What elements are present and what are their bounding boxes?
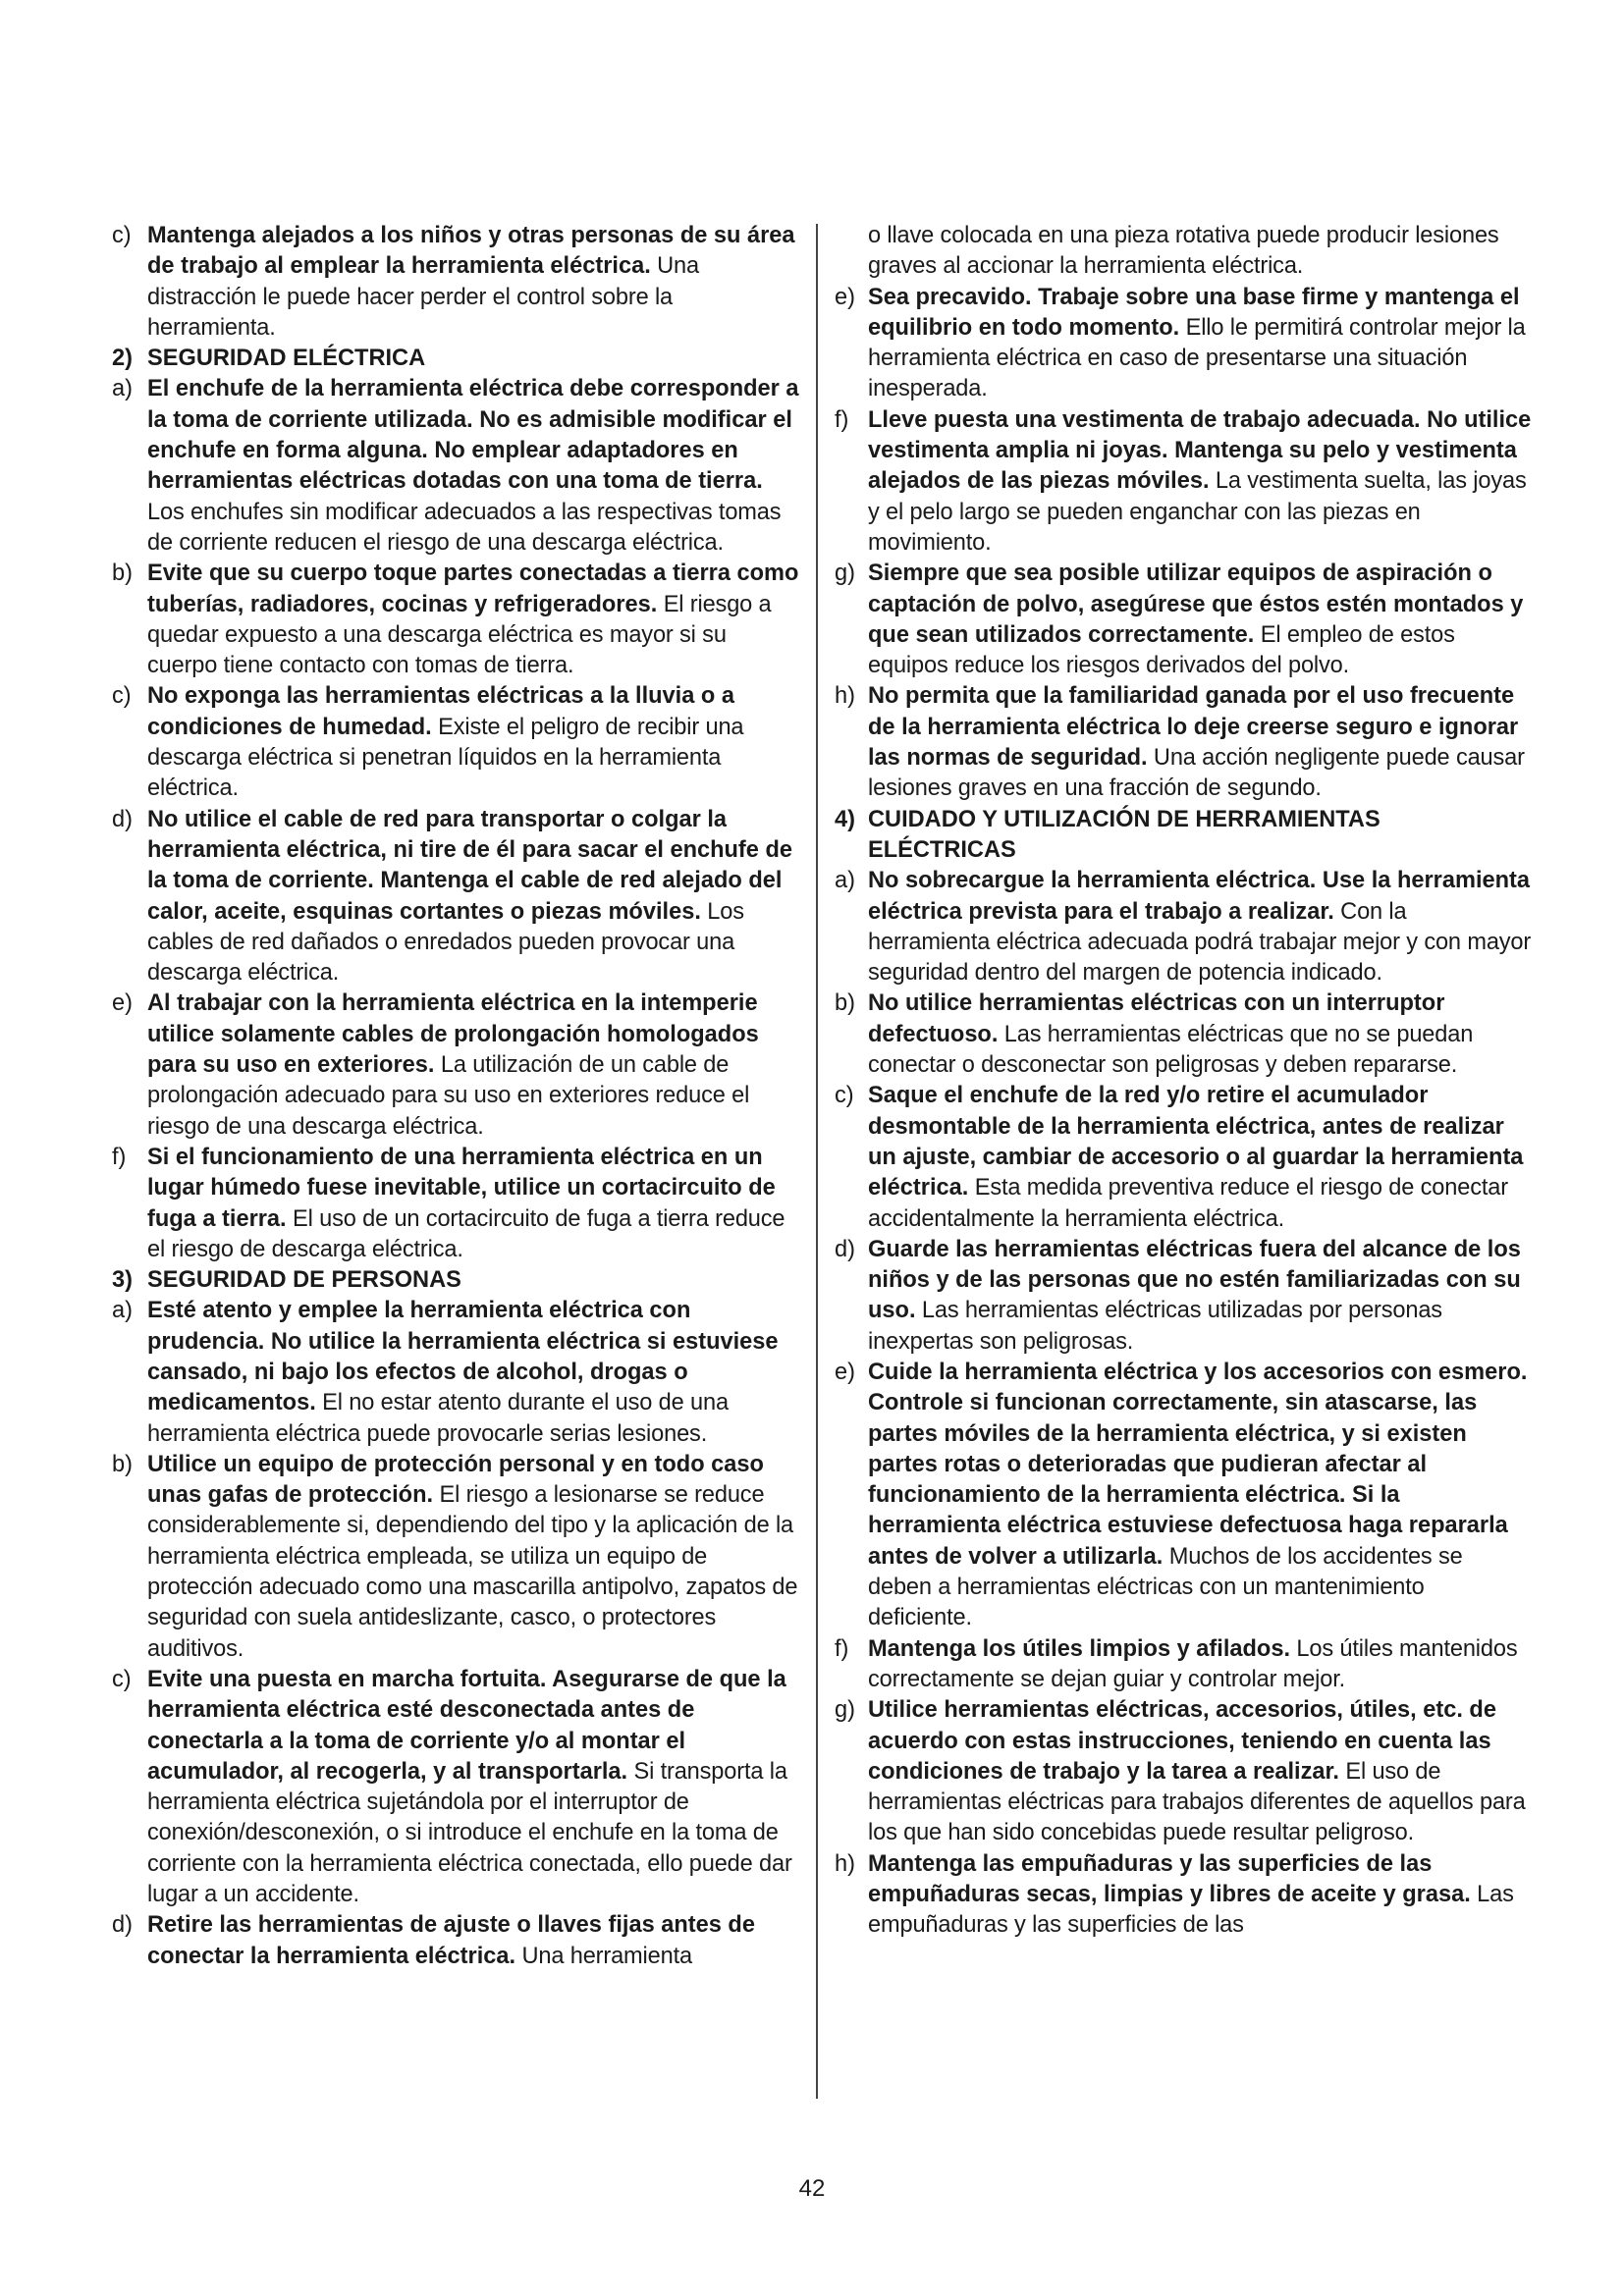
- list-item: [835, 1235, 1532, 1358]
- item-bold-text: Utilice un equipo de protección personal y en todo caso unas gafas de protección.: [147, 1451, 764, 1509]
- item-marker: f): [835, 1635, 849, 1662]
- item-bold-text: Saque el enchufe de la red y/o retire el acumulador desmontable de la herramienta eléctrica, antes de realizar un ajuste, cambiar de accesorio o al guardar la herramienta eléctrica.: [868, 1083, 1524, 1201]
- item-text: El riesgo a lesionarse se reduce considerablemente si, dependiendo del tipo y la aplicación de la herramienta eléctrica empleada, se utiliza un equipo de protección adecuado como una mascarilla antipolvo, zapatos de seguridad con suela antideslizante, casco, o protectores auditivos.: [147, 1482, 798, 1662]
- item-marker: b): [112, 561, 133, 587]
- item-body: [868, 988, 1532, 1081]
- item-body: [868, 681, 1532, 804]
- item-body: [868, 1849, 1532, 1942]
- item-text: Las empuñaduras y las superficies de las: [868, 1882, 1514, 1939]
- list-item: [112, 1910, 799, 1972]
- list-item: [835, 1358, 1532, 1634]
- item-text: Muchos de los accidentes se deben a herramientas eléctricas con un mantenimiento deficiente.: [868, 1543, 1463, 1631]
- list-item: [835, 1695, 1532, 1848]
- item-text: Las herramientas eléctricas que no se puedan conectar o desconectar son peligrosas y deben repararse.: [868, 1021, 1474, 1079]
- item-marker: h): [835, 1850, 855, 1877]
- item-marker: g): [835, 561, 855, 587]
- item-marker: c): [835, 1083, 854, 1109]
- list-item: [112, 1450, 799, 1665]
- list-item: [835, 681, 1532, 804]
- item-bold-text: Mantenga las empuñaduras y las superficies de las empuñaduras secas, limpias y libres de aceite y grasa.: [868, 1850, 1471, 1908]
- item-marker: c): [112, 683, 132, 710]
- section-heading: [112, 1265, 799, 1296]
- item-text: El empleo de estos equipos reduce los riesgos derivados del polvo.: [868, 621, 1455, 679]
- list-item: [112, 1296, 799, 1449]
- item-text: El riesgo a quedar expuesto a una descarga eléctrica es mayor si su cuerpo tiene contacto con tomas de tierra.: [147, 591, 772, 679]
- item-body: [868, 1358, 1532, 1634]
- item-body: [147, 1910, 799, 1972]
- list-item: [112, 1143, 799, 1265]
- section-title: CUIDADO Y UTILIZACIÓN DE HERRAMIENTAS ELÉCTRICAS: [868, 806, 1380, 863]
- item-marker: c): [112, 223, 132, 248]
- item-marker: e): [112, 990, 133, 1017]
- item-text: Los cables de red dañados o enredados pueden provocar una descarga eléctrica.: [147, 898, 744, 987]
- section-number: 2): [112, 346, 133, 372]
- item-text: La vestimenta suelta, las joyas y el pelo largo se pueden enganchar con las piezas en movimiento.: [868, 468, 1527, 556]
- item-text: Una herramienta: [515, 1943, 692, 1969]
- list-item: [835, 283, 1532, 405]
- list-item: [835, 988, 1532, 1081]
- item-text: El uso de herramientas eléctricas para trabajos diferentes de aquellos para los que han sido concebidas puede resultar peligroso.: [868, 1758, 1526, 1846]
- item-bold-text: No sobrecargue la herramienta eléctrica. Use la herramienta eléctrica prevista para el trabajo a realizar.: [868, 868, 1531, 925]
- item-text: El uso de un cortacircuito de fuga a tierra reduce el riesgo de descarga eléctrica.: [147, 1205, 785, 1262]
- list-item: [112, 374, 799, 559]
- item-marker: c): [112, 1666, 132, 1692]
- list-item: [112, 221, 799, 344]
- item-body: [147, 374, 799, 559]
- list-item: [835, 1849, 1532, 1942]
- item-marker: g): [835, 1697, 855, 1724]
- item-marker: a): [112, 1298, 133, 1324]
- item-bold-text: Evite que su cuerpo toque partes conectadas a tierra como tuberías, radiadores, cocinas y refrigeradores.: [147, 561, 799, 617]
- item-text: Una acción negligente puede causar lesiones graves en una fracción de segundo.: [868, 745, 1525, 802]
- section-number: 4): [835, 806, 855, 832]
- item-text: Los enchufes sin modificar adecuados a las respectivas tomas de corriente reducen el riesgo de una descarga eléctrica.: [147, 499, 782, 556]
- list-item: [835, 559, 1532, 681]
- item-body: [868, 866, 1532, 988]
- item-bold-text: No utilice el cable de red para transportar o colgar la herramienta eléctrica, ni tire de él para sacar el enchufe de la toma de corriente. Mantenga el cable de red alejado del calor, aceite, esquinas cortantes o piezas móviles.: [147, 806, 792, 925]
- item-body: [868, 1695, 1532, 1848]
- item-text: Ello le permitirá controlar mejor la herramienta eléctrica en caso de presentarse una situación inesperada.: [868, 314, 1526, 402]
- list-item: [835, 221, 1532, 283]
- column-divider: [816, 224, 818, 2099]
- item-text: Una distracción le puede hacer perder el control sobre la herramienta.: [147, 253, 699, 341]
- item-body: [147, 559, 799, 681]
- item-bold-text: Siempre que sea posible utilizar equipos de aspiración o captación de polvo, asegúrese que éstos estén montados y que sean utilizados correctamente.: [868, 561, 1524, 648]
- item-marker: d): [112, 1912, 133, 1939]
- item-bold-text: Mantenga alejados a los niños y otras personas de su área de trabajo al emplear la herramienta eléctrica.: [147, 223, 795, 280]
- item-body: [147, 681, 799, 804]
- item-bold-text: Sea precavido. Trabaje sobre una base firme y mantenga el equilibrio en todo momento.: [868, 284, 1520, 341]
- item-text: Con la herramienta eléctrica adecuada podrá trabajar mejor y con mayor seguridad dentro del margen de potencia indicado.: [868, 898, 1532, 987]
- item-body: [868, 559, 1532, 681]
- item-body: [868, 221, 1532, 283]
- item-bold-text: Mantenga los útiles limpios y afilados.: [868, 1635, 1291, 1662]
- item-body: [147, 1296, 799, 1449]
- item-marker: b): [835, 990, 855, 1017]
- item-text: Los útiles mantenidos correctamente se dejan guiar y controlar mejor.: [868, 1635, 1518, 1692]
- item-body: [147, 1665, 799, 1910]
- list-item: [835, 1081, 1532, 1234]
- list-item: [835, 1634, 1532, 1696]
- item-bold-text: Retire las herramientas de ajuste o llaves fijas antes de conectar la herramienta eléctrica.: [147, 1912, 755, 1969]
- item-marker: d): [835, 1236, 855, 1262]
- page-number: 42: [798, 2175, 826, 2202]
- item-text: o llave colocada en una pieza rotativa puede producir lesiones graves al accionar la herramienta eléctrica.: [868, 223, 1499, 280]
- item-bold-text: Guarde las herramientas eléctricas fuera del alcance de los niños y de las personas que no estén familiarizadas con su uso.: [868, 1236, 1521, 1324]
- item-bold-text: Al trabajar con la herramienta eléctrica en la intemperie utilice solamente cables de prolongación homologados para su uso en exteriores.: [147, 990, 759, 1079]
- item-marker: h): [835, 683, 855, 710]
- right-column: [835, 221, 1532, 1942]
- item-bold-text: Cuide la herramienta eléctrica y los accesorios con esmero. Controle si funcionan correctamente, sin atascarse, las partes móviles de la herramienta eléctrica, y si existen partes rotas o deterioradas que pudieran afectar al funcionamiento de la herramienta eléctrica. Si la herramienta eléctrica estuviese defectuosa haga repararla antes de volver a utilizarla.: [868, 1359, 1528, 1570]
- list-item: [112, 988, 799, 1142]
- section-title: SEGURIDAD ELÉCTRICA: [147, 346, 426, 372]
- item-bold-text: El enchufe de la herramienta eléctrica debe corresponder a la toma de corriente utilizada. No es admisible modificar el enchufe en forma alguna. No emplear adaptadores en herramientas eléctricas dotadas con una toma de tierra.: [147, 376, 799, 495]
- item-bold-text: Esté atento y emplee la herramienta eléctrica con prudencia. No utilice la herramienta eléctrica si estuviese cansado, ni bajo los efectos de alcohol, drogas o medicamentos.: [147, 1298, 779, 1416]
- list-item: [112, 805, 799, 989]
- item-body: [868, 1235, 1532, 1358]
- item-marker: f): [112, 1144, 127, 1170]
- item-marker: f): [835, 406, 849, 433]
- item-marker: a): [835, 868, 855, 894]
- item-marker: e): [835, 1359, 855, 1385]
- item-bold-text: No utilice herramientas eléctricas con un interruptor defectuoso.: [868, 990, 1445, 1047]
- section-heading: [835, 805, 1532, 867]
- section-heading: [112, 344, 799, 374]
- item-marker: e): [835, 284, 855, 310]
- item-bold-text: Utilice herramientas eléctricas, accesorios, útiles, etc. de acuerdo con estas instrucciones, teniendo en cuenta las condiciones de trabajo y la tarea a realizar.: [868, 1697, 1496, 1785]
- item-text: Las herramientas eléctricas utilizadas por personas inexpertas son peligrosas.: [868, 1298, 1442, 1355]
- item-marker: [835, 221, 868, 283]
- item-bold-text: No permita que la familiaridad ganada por el uso frecuente de la herramienta eléctrica lo deje creerse seguro e ignorar las normas de seguridad.: [868, 683, 1519, 772]
- item-body: [147, 1143, 799, 1265]
- item-body: [147, 221, 799, 344]
- item-body: [868, 283, 1532, 405]
- item-bold-text: Lleve puesta una vestimenta de trabajo adecuada. No utilice vestimenta amplia ni joyas. Mantenga su pelo y vestimenta alejados de las piezas móviles.: [868, 406, 1532, 495]
- left-column: [112, 221, 799, 1972]
- list-item: [112, 681, 799, 804]
- item-marker: d): [112, 806, 133, 832]
- item-marker: b): [112, 1451, 133, 1477]
- item-text: Existe el peligro de recibir una descarga eléctrica si penetran líquidos en la herramienta eléctrica.: [147, 714, 744, 802]
- item-bold-text: Si el funcionamiento de una herramienta eléctrica en un lugar húmedo fuese inevitable, utilice un cortacircuito de fuga a tierra.: [147, 1144, 776, 1232]
- list-item: [112, 1665, 799, 1910]
- item-text: Si transporta la herramienta eléctrica sujetándola por el interruptor de conexión/desconexión, o si introduce el enchufe en la toma de corriente con la herramienta eléctrica conectada, ello puede dar lugar a un accidente.: [147, 1758, 792, 1908]
- item-body: [868, 1634, 1532, 1696]
- list-item: [835, 866, 1532, 988]
- list-item: [835, 405, 1532, 559]
- item-body: [147, 805, 799, 989]
- item-bold-text: No exponga las herramientas eléctricas a la lluvia o a condiciones de humedad.: [147, 683, 734, 740]
- section-number: 3): [112, 1267, 133, 1294]
- item-text: El no estar atento durante el uso de una herramienta eléctrica puede provocarle serias lesiones.: [147, 1390, 729, 1447]
- item-body: [868, 1081, 1532, 1234]
- item-body: [147, 1450, 799, 1665]
- item-body: [868, 405, 1532, 559]
- item-text: La utilización de un cable de prolongación adecuado para su uso en exteriores reduce el riesgo de una descarga eléctrica.: [147, 1052, 750, 1140]
- section-title: SEGURIDAD DE PERSONAS: [147, 1267, 461, 1294]
- list-item: [112, 559, 799, 681]
- item-body: [147, 988, 799, 1142]
- item-marker: a): [112, 376, 133, 402]
- item-bold-text: Evite una puesta en marcha fortuita. Asegurarse de que la herramienta eléctrica esté desconectada antes de conectarla a la toma de corriente y/o al montar el acumulador, al recogerla, y al transportarla.: [147, 1666, 786, 1785]
- item-text: Esta medida preventiva reduce el riesgo de conectar accidentalmente la herramienta eléctrica.: [868, 1175, 1508, 1232]
